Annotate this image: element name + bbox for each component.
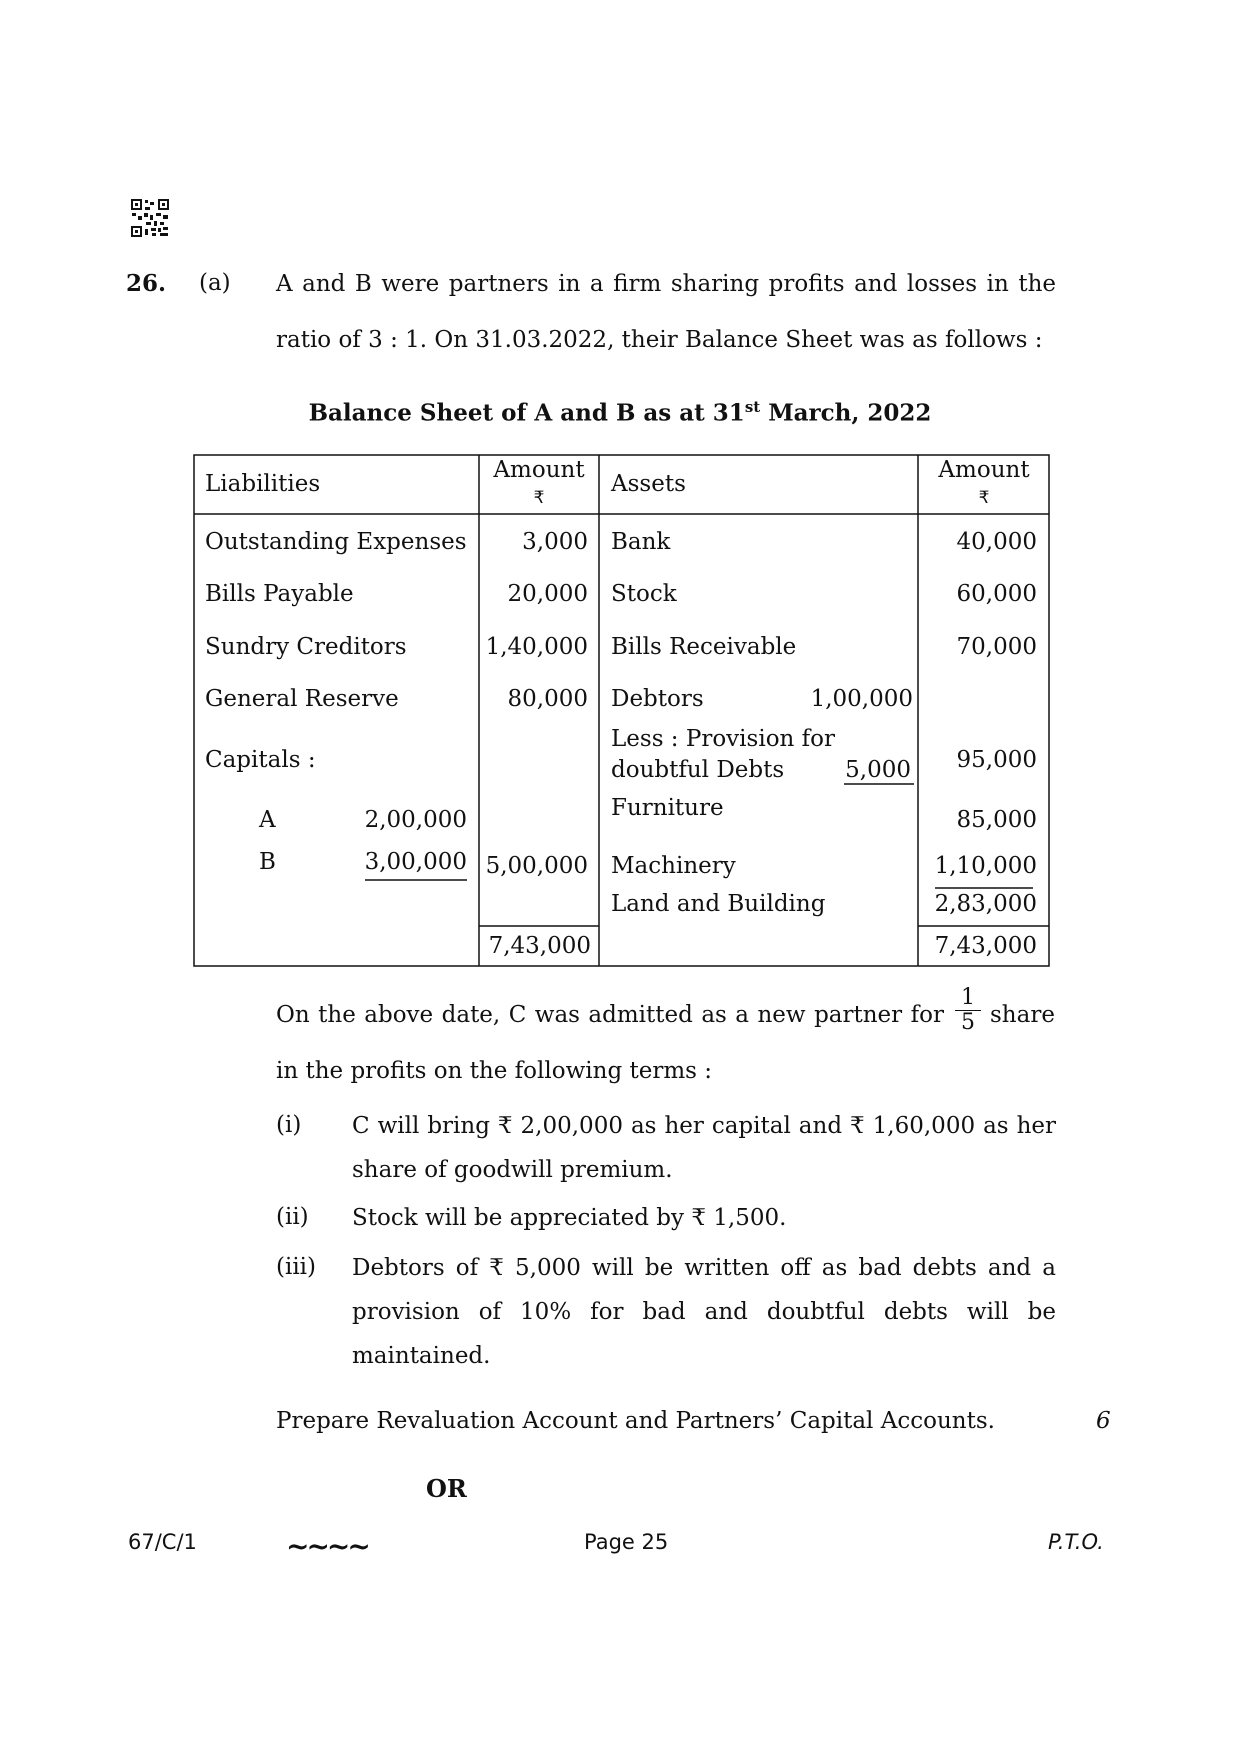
admission-line-1 [276,1001,944,1029]
asset-label: Land and Building [611,891,826,917]
liability-label: General Reserve [205,686,399,712]
term-line: maintained. [352,1343,491,1369]
fraction-numerator: 1 [961,985,975,1010]
header-amount-left: Amount [493,457,585,483]
ornament: ~~~~ [286,1530,368,1563]
intro-line-1: A and B were partners in a firm sharing profits and losses in the [276,271,1056,297]
share-word: share [990,1002,1055,1028]
capitals-label: Capitals : [205,747,316,773]
asset-amount: 40,000 [956,529,1037,555]
asset-label: Bills Receivable [611,634,797,660]
asset-amount: 60,000 [956,581,1037,607]
intro-line-2: ratio of 3 : 1. On 31.03.2022, their Balance Sheet was as follows : [276,327,1043,353]
page-number: Page 25 [584,1530,669,1554]
liability-label: Bills Payable [205,581,354,607]
liability-amount: 80,000 [507,686,588,712]
capital-value: 2,00,000 [364,807,467,833]
asset-label: Debtors [611,686,704,712]
liability-amount: 3,000 [522,529,588,555]
total-assets: 7,43,000 [934,933,1037,959]
question-part: (a) [199,270,231,296]
admission-text: On the above date, C was admitted as a new partner for [276,1002,944,1028]
asset-amount: 1,10,000 [934,853,1037,879]
capital-value: 3,00,000 [364,849,467,875]
term-line: C will bring ₹ 2,00,000 as her capital and ₹ 1,60,000 as her [352,1113,1056,1139]
asset-label: Bank [611,529,671,555]
asset-amount: 70,000 [956,634,1037,660]
term-label: (ii) [276,1204,309,1230]
term-line: Debtors of ₹ 5,000 will be written off as bad debts and a [352,1255,1056,1281]
term-text [352,1246,1056,1378]
header-rupee-left: ₹ [533,488,545,508]
provision-amount: 5,000 [845,757,911,783]
debtors-gross: 1,00,000 [810,686,913,712]
term-line: share of goodwill premium. [352,1157,673,1183]
pto-label: P.T.O. [1048,1530,1104,1554]
paper-code: 67/C/1 [128,1530,197,1554]
instruction: Prepare Revaluation Account and Partners’ Capital Accounts. [276,1408,995,1434]
liability-label: Outstanding Expenses [205,529,467,555]
provision-label-line1: Less : Provision for [611,726,836,752]
asset-label: Machinery [611,853,736,879]
admission-line-2: in the profits on the following terms : [276,1058,713,1084]
share-fraction [955,986,981,1035]
liability-amount: 20,000 [507,581,588,607]
title-suffix: March, 2022 [760,399,932,427]
title-sup: st [744,398,761,416]
question-number: 26. [126,270,167,297]
asset-label: Stock [611,581,677,607]
balance-sheet-title [190,398,1050,427]
header-assets: Assets [611,471,686,497]
total-liabilities: 7,43,000 [488,933,591,959]
asset-label: Furniture [611,795,724,821]
capital-partner: B [259,849,276,875]
header-amount-right: Amount [938,457,1030,483]
asset-amount: 85,000 [956,807,1037,833]
fraction-denominator: 5 [955,1010,981,1035]
term-text [352,1104,1056,1192]
capital-partner: A [259,807,276,833]
term-line: Stock will be appreciated by ₹ 1,500. [352,1205,787,1231]
liability-label: Sundry Creditors [205,634,407,660]
title-prefix: Balance Sheet of A and B as at 31 [308,399,745,427]
term-text [352,1196,1056,1240]
provision-label-line2: doubtful Debts [611,757,785,783]
term-line: provision of 10% for bad and doubtful debts will be [352,1299,1056,1325]
term-label: (i) [276,1112,302,1138]
qr-code [130,198,170,238]
balance-sheet-table [193,454,1050,968]
term-label: (iii) [276,1254,317,1280]
header-rupee-right: ₹ [978,488,990,508]
liability-amount: 1,40,000 [485,634,588,660]
marks: 6 [1096,1408,1111,1434]
or-separator: OR [426,1474,467,1503]
asset-amount: 2,83,000 [934,891,1037,917]
capitals-total: 5,00,000 [485,853,588,879]
header-liabilities: Liabilities [205,471,321,497]
debtors-net: 95,000 [956,747,1037,773]
